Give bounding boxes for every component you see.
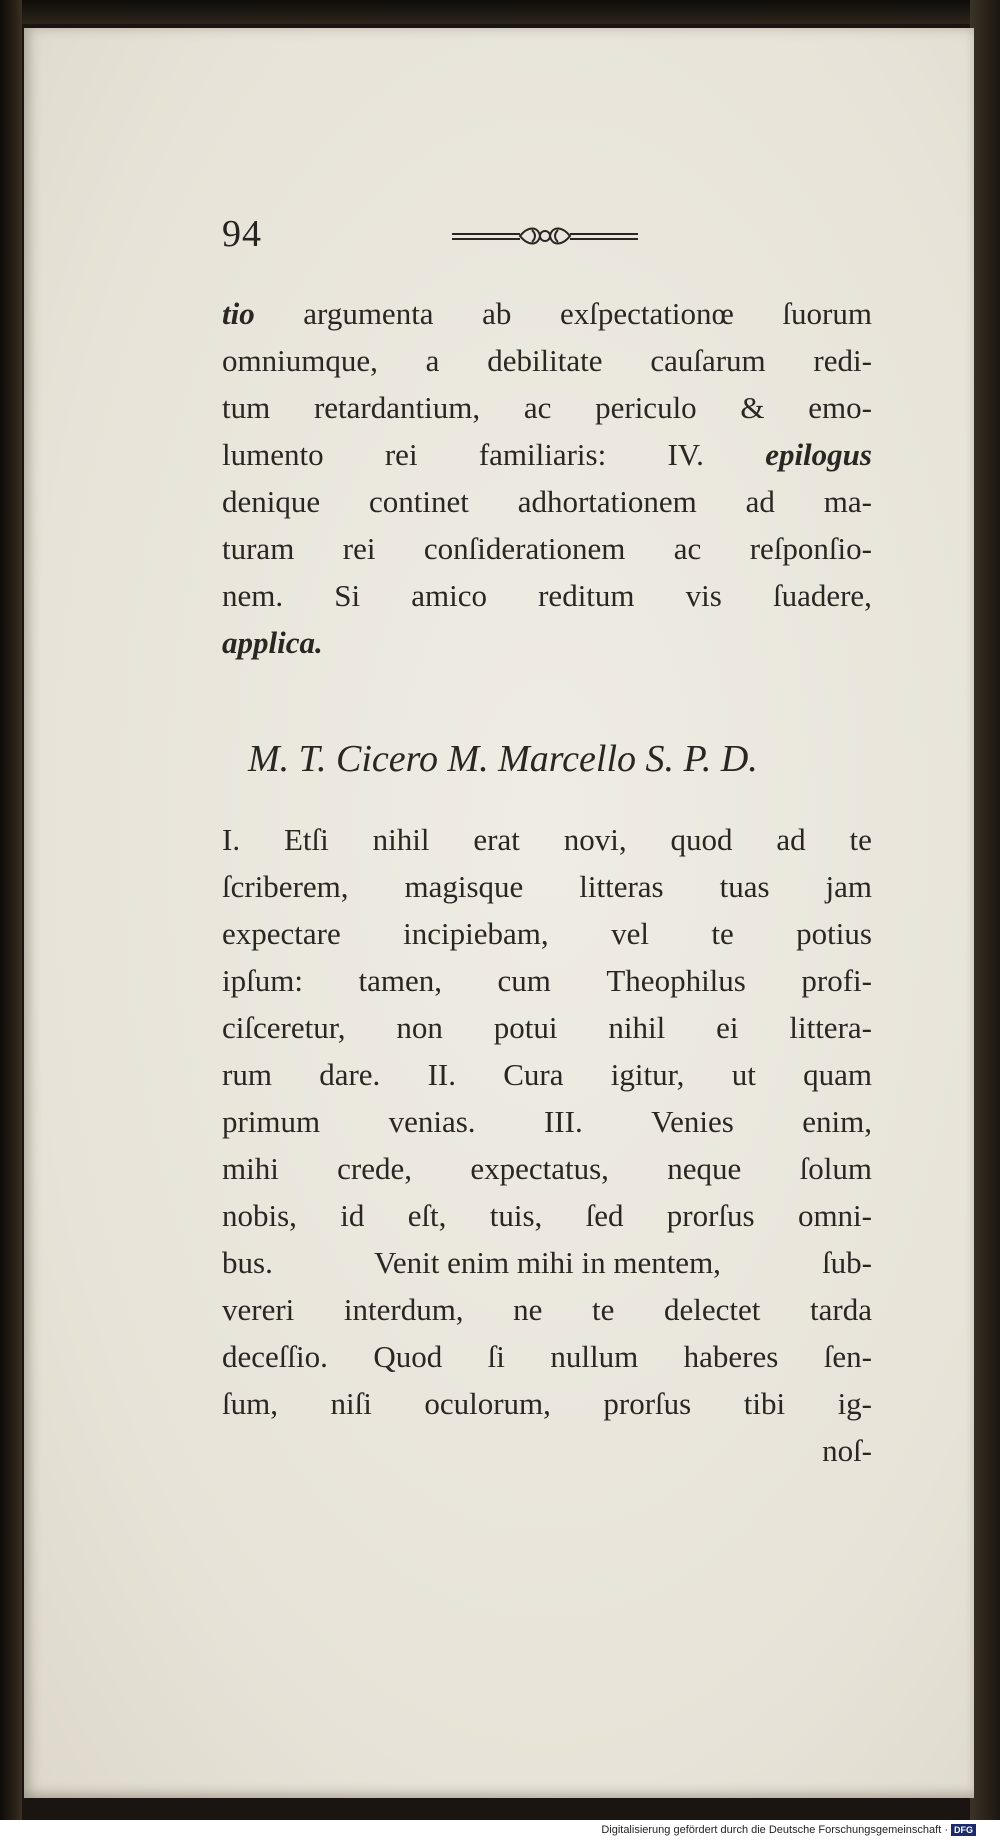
text-line <box>222 384 872 431</box>
word: epilogus <box>765 437 872 472</box>
text-line <box>222 478 872 525</box>
word: ab <box>482 296 512 331</box>
word: ac <box>523 390 552 425</box>
word: tum <box>222 390 271 425</box>
text-line <box>222 572 872 619</box>
word: Theophilus <box>606 963 746 998</box>
word: periculo <box>595 390 697 425</box>
word: conſiderationem <box>423 531 626 566</box>
word: exſpectationœ <box>559 296 734 331</box>
text-line <box>222 1333 872 1380</box>
word: ſum, <box>222 1386 278 1421</box>
word: ipſum: <box>222 963 303 998</box>
word: littera- <box>789 1010 872 1045</box>
word: te <box>592 1292 615 1327</box>
word: rei <box>342 531 376 566</box>
word: tuis, <box>489 1198 543 1233</box>
book-edge <box>970 0 1000 1842</box>
word: ma- <box>823 484 872 519</box>
word: vel <box>611 916 649 951</box>
word: ad <box>745 484 775 519</box>
letter-heading: M. T. Cicero M. Marcello S. P. D. <box>248 738 758 780</box>
text-line <box>222 1239 872 1286</box>
word: argumenta <box>303 296 434 331</box>
word: III. <box>543 1104 583 1139</box>
word: bus. <box>222 1245 273 1280</box>
credit-text: Digitalisierung gefördert durch die Deutsche Forschungsgemeinschaft · <box>601 1824 948 1836</box>
word: adhortationem <box>517 484 697 519</box>
word: a <box>425 343 440 378</box>
word: lumento <box>222 437 324 472</box>
word: prorſus <box>603 1386 692 1421</box>
word: id <box>340 1198 365 1233</box>
word: nullum <box>550 1339 639 1374</box>
word: potius <box>796 916 872 951</box>
word: haberes <box>683 1339 779 1374</box>
text-line <box>222 431 872 478</box>
word: rei <box>384 437 418 472</box>
word: ſub- <box>822 1245 872 1280</box>
word: rum <box>222 1057 272 1092</box>
word: deceſſio. <box>222 1339 328 1374</box>
word: emo- <box>808 390 872 425</box>
word: denique <box>222 484 321 519</box>
word: ſi <box>487 1339 505 1374</box>
word: venias. <box>388 1104 476 1139</box>
word: nihil <box>372 822 430 857</box>
word: tibi <box>743 1386 786 1421</box>
word: incipiebam, <box>403 916 549 951</box>
word: noſ- <box>822 1433 872 1468</box>
word: tuas <box>719 869 770 904</box>
word: ac <box>673 531 702 566</box>
word: tamen, <box>358 963 442 998</box>
page-number: 94 <box>222 213 262 255</box>
word: amico <box>411 578 487 613</box>
word: primum <box>222 1104 321 1139</box>
word: tio <box>222 296 255 331</box>
word: ſen- <box>823 1339 872 1374</box>
word: ſuadere, <box>772 578 872 613</box>
word: novi, <box>563 822 627 857</box>
word: profi- <box>801 963 872 998</box>
text-block-letter <box>222 816 872 1474</box>
text-line <box>222 1098 872 1145</box>
text-line <box>222 1286 872 1333</box>
text-line <box>222 1051 872 1098</box>
word: ei <box>716 1010 739 1045</box>
word: prorſus <box>666 1198 755 1233</box>
text-line <box>222 1427 872 1474</box>
text-line <box>222 910 872 957</box>
word: ig- <box>837 1386 872 1421</box>
page-top-shadow <box>0 0 1000 24</box>
word: ſuorum <box>782 296 872 331</box>
text-line <box>222 957 872 1004</box>
text-line <box>222 337 872 384</box>
word: ad <box>776 822 806 857</box>
word: mihi <box>222 1151 279 1186</box>
text-line <box>222 619 872 666</box>
word: interdum, <box>343 1292 464 1327</box>
word: quod <box>670 822 733 857</box>
word: cauſarum <box>650 343 766 378</box>
word: Venies <box>651 1104 734 1139</box>
word: expectatus, <box>470 1151 609 1186</box>
word: vis <box>685 578 722 613</box>
word: Cura <box>503 1057 564 1092</box>
text-line <box>222 1004 872 1051</box>
word: tarda <box>810 1292 872 1327</box>
word: expectare <box>222 916 341 951</box>
word: reditum <box>538 578 635 613</box>
word: ſed <box>585 1198 624 1233</box>
word: potui <box>493 1010 558 1045</box>
word: neque <box>667 1151 742 1186</box>
word: vereri <box>222 1292 295 1327</box>
word: omni- <box>797 1198 872 1233</box>
word: redi- <box>813 343 872 378</box>
word: ſcriberem, <box>222 869 349 904</box>
word: ciſceretur, <box>222 1010 346 1045</box>
word: oculorum, <box>424 1386 551 1421</box>
word: & <box>740 390 765 425</box>
word: litteras <box>579 869 664 904</box>
word: enim, <box>802 1104 872 1139</box>
text-line <box>222 290 872 337</box>
text-block-upper <box>222 290 872 666</box>
text-line <box>222 525 872 572</box>
text-line <box>222 1145 872 1192</box>
word: ſolum <box>799 1151 872 1186</box>
word: delectet <box>664 1292 761 1327</box>
word: magisque <box>404 869 524 904</box>
word: Venit enim mihi in mentem, <box>373 1245 721 1280</box>
word: ut <box>731 1057 756 1092</box>
text-line <box>222 1192 872 1239</box>
word: te <box>849 822 872 857</box>
word: nihil <box>608 1010 666 1045</box>
word: nem. <box>222 578 284 613</box>
book-spine <box>0 0 22 1842</box>
word: eſt, <box>407 1198 447 1233</box>
word: omniumque, <box>222 343 378 378</box>
word: Si <box>334 578 361 613</box>
digitization-credit <box>601 1824 976 1836</box>
word: nobis, <box>222 1198 297 1233</box>
word: II. <box>427 1057 456 1092</box>
text-line <box>222 816 872 863</box>
word: applica. <box>222 625 323 660</box>
word: ne <box>513 1292 543 1327</box>
word: continet <box>369 484 469 519</box>
word: erat <box>473 822 520 857</box>
word: niſi <box>330 1386 372 1421</box>
word: retardantium, <box>313 390 481 425</box>
word: non <box>396 1010 443 1045</box>
word: Quod <box>373 1339 443 1374</box>
word: IV. <box>667 437 704 472</box>
text-line <box>222 1380 872 1427</box>
word: debilitate <box>487 343 603 378</box>
word: turam <box>222 531 295 566</box>
word: igitur, <box>610 1057 685 1092</box>
word: jam <box>825 869 872 904</box>
word: dare. <box>319 1057 381 1092</box>
word: te <box>711 916 734 951</box>
ornamental-rule-icon <box>450 222 640 252</box>
word: cum <box>497 963 551 998</box>
word: quam <box>803 1057 872 1092</box>
text-line <box>222 863 872 910</box>
word: I. <box>222 822 241 857</box>
word: crede, <box>337 1151 413 1186</box>
dfg-logo: DFG <box>951 1824 976 1836</box>
word: Etſi <box>283 822 329 857</box>
word: familiaris: <box>478 437 607 472</box>
word: reſponſio- <box>749 531 872 566</box>
